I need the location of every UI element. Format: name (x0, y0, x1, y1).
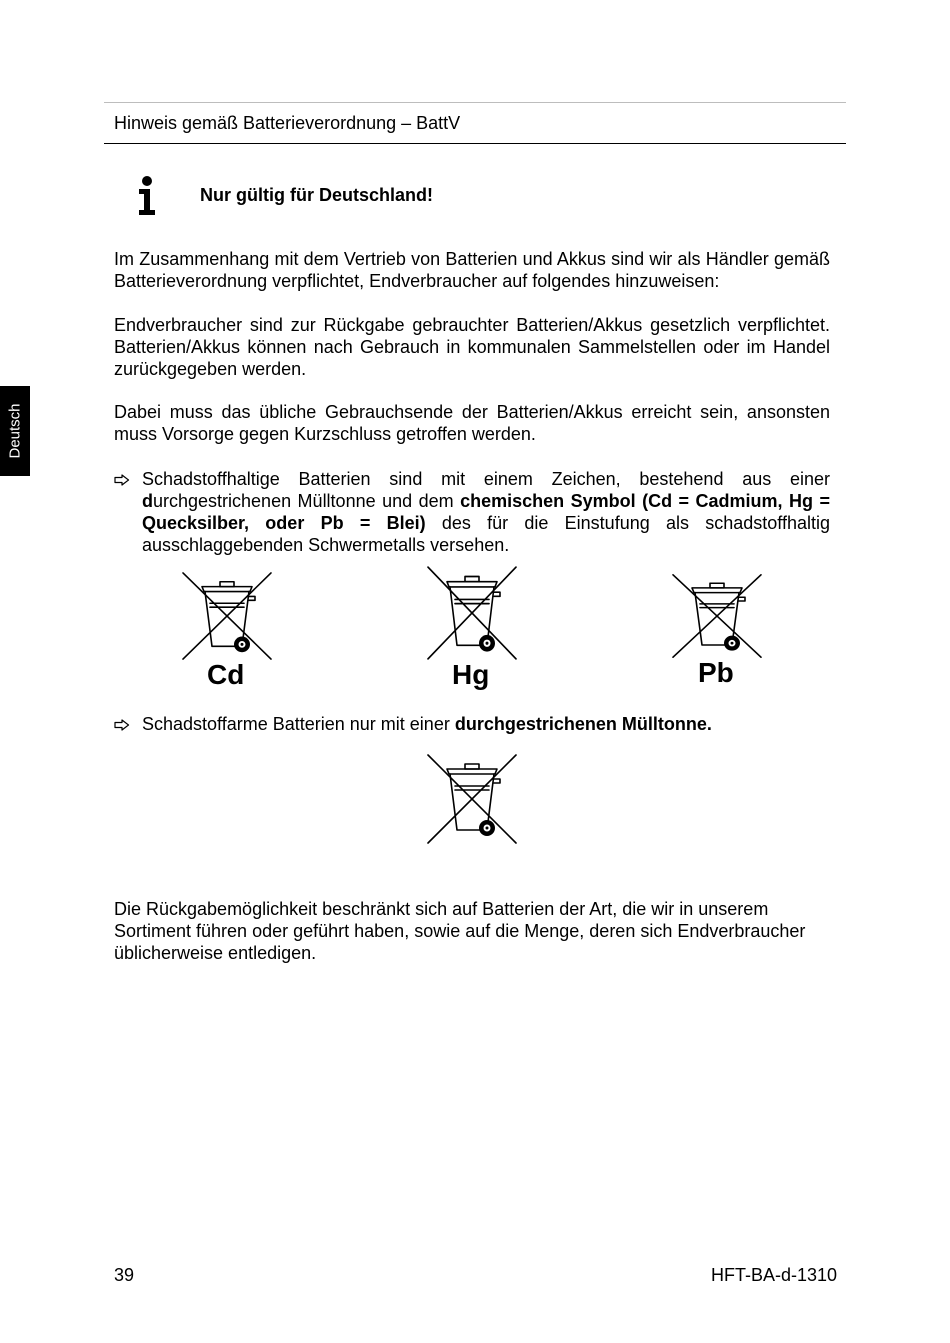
language-side-tab-label: Deutsch (6, 403, 24, 459)
symbol-label-cd: Cd (207, 659, 245, 690)
bullet-low-pollutant-batteries (142, 713, 830, 735)
bullet2-bold: durchgestrichenen Mülltonne. (454, 714, 712, 734)
header-bottom-rule (104, 143, 846, 144)
symbol-label-pb: Pb (698, 657, 734, 688)
crossed-out-wheelie-bin-icon (425, 564, 519, 662)
document-code: HFT-BA-d-1310 (710, 1265, 837, 1285)
validity-notice: Nur gültig für Deutschland! (200, 185, 433, 205)
language-side-tab (0, 386, 30, 476)
symbol-label-hg: Hg (452, 659, 490, 690)
bullet1-bold-d: d (142, 491, 153, 511)
paragraph-return-scope: Die Rückgabemöglichkeit beschränkt sich auf Batterien der Art, die wir in unserem Sortiment führen oder geführt haben, sowie auf die Menge, deren sich Endverbraucher üblicherweise entledigen. (114, 899, 806, 963)
bullet1-text-b: urchgestrichenen Mülltonne und dem (153, 491, 461, 511)
crossed-out-wheelie-bin-icon (180, 570, 274, 662)
bullet1-text-a: Schadstoffhaltige Batterien sind mit einem Zeichen, bestehend aus einer (142, 469, 830, 489)
header-top-rule (104, 102, 846, 103)
paragraph-return-duty: Endverbraucher sind zur Rückgabe gebrauchter Batterien/Akkus gesetzlich verpflichtet. Batterien/Akkus können nach Gebrauch in kommunalen Sammelstellen oder im Handel zurückgegeben werden. (114, 315, 830, 379)
bullet1-text-c: des für die Einstufung als schadstoffhaltig ausschlaggebenden Schwermetalls versehen. (142, 513, 830, 555)
paragraph-end-of-use: Dabei muss das übliche Gebrauchsende der Batterien/Akkus erreicht sein, ansonsten muss Vorsorge gegen Kurzschluss getroffen werden. (114, 402, 830, 444)
crossed-out-wheelie-bin-icon (425, 752, 519, 846)
crossed-out-wheelie-bin-icon (670, 572, 764, 660)
page-number: 39 (114, 1265, 135, 1285)
page-header-title: Hinweis gemäß Batterieverordnung – BattV (114, 113, 461, 133)
bullet1-bold-symbol: chemischen Symbol (Cd = Cadmium, Hg = Quecksilber, oder Pb = Blei) (142, 491, 830, 533)
info-i-icon (136, 176, 158, 216)
hollow-arrow-right-icon (114, 718, 130, 730)
bullet-hazardous-batteries (142, 468, 830, 556)
hollow-arrow-right-icon (114, 473, 130, 485)
bullet2-text-a: Schadstoffarme Batterien nur mit einer (142, 714, 455, 734)
paragraph-obligation: Im Zusammenhang mit dem Vertrieb von Batterien und Akkus sind wir als Händler gemäß Batterieverordnung verpflichtet, Endverbraucher auf folgendes hinzuweisen: (114, 249, 830, 291)
